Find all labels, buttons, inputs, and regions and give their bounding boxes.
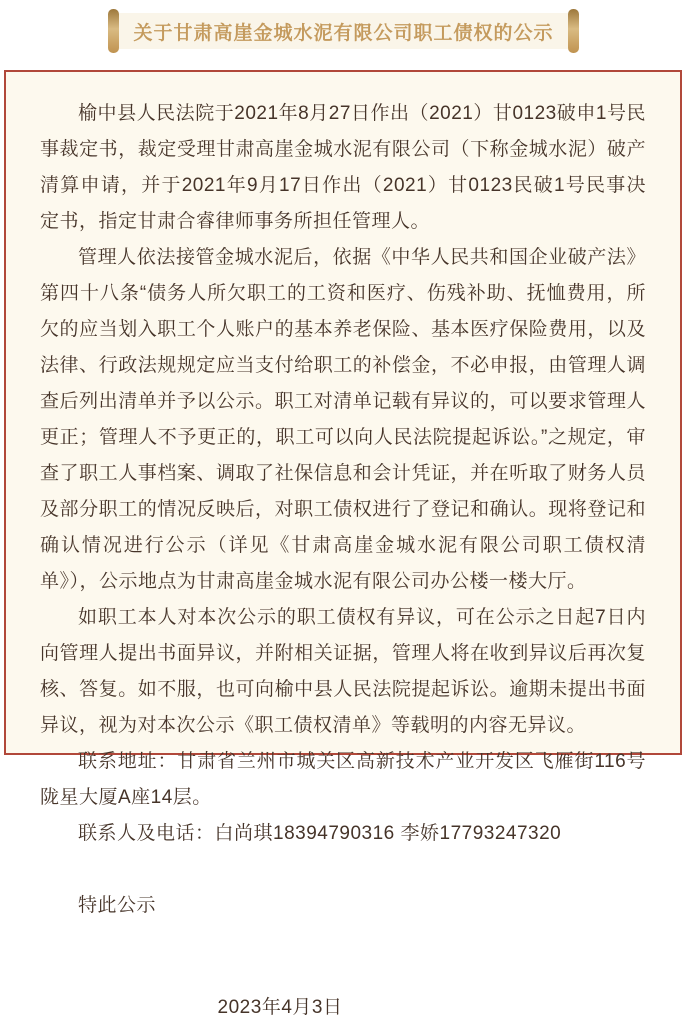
notice-date: 2023年4月3日 [217,997,343,1018]
notice-paragraph-contact-address: 联系地址：甘肃省兰州市城关区高新技术产业开发区飞雁街116号陇星大厦A座14层。 [40,751,646,808]
notice-paragraph: 榆中县人民法院于2021年8月27日作出（2021）甘0123破申1号民事裁定书，裁定受理甘肃高崖金城水泥有限公司（下称金城水泥）破产清算申请，并于2021年9月17日作出（2021）甘0123民破1号民事决定书，指定甘肃合睿律师事务所担任管理人。 [40,103,646,232]
notice-closing: 特此公示 [78,895,157,916]
page-title: 关于甘肃高崖金城水泥有限公司职工债权的公示 [133,22,554,44]
title-banner [0,9,687,53]
notice-paragraph: 管理人依法接管金城水泥后，依据《中华人民共和国企业破产法》第四十八条“债务人所欠职工的工资和医疗、伤残补助、抚恤费用，所欠的应当划入职工个人账户的基本养老保险、基本医疗保险费用，以及法律、行政法规规定应当支付给职工的补偿金，不必申报，由管理人调查后列出清单并予以公示。职工对清单记载有异议的，可以要求管理人更正；管理人不予更正的，职工可以向人民法院提起诉讼。”之规定，审查了职工人事档案、调取了社保信息和会计凭证，并在听取了财务人员及部分职工的情况反映后，对职工债权进行了登记和确认。现将登记和确认情况进行公示（详见《甘肃高崖金城水泥有限公司职工债权清单》），公示地点为甘肃高崖金城水泥有限公司办公楼一楼大厅。 [40,247,646,592]
banner-strip [119,13,567,49]
notice-body [4,70,682,1018]
banner-right-gold-bar-icon [568,9,579,53]
banner-left-gold-bar-icon [108,9,119,53]
notice-paragraph: 如职工本人对本次公示的职工债权有异议，可在公示之日起7日内向管理人提出书面异议，并附相关证据，管理人将在收到异议后再次复核、答复。如不服，也可向榆中县人民法院提起诉讼。逾期未提出书面异议，视为对本次公示《职工债权清单》等载明的内容无异议。 [40,607,646,736]
notice-paragraph-contact-phone: 联系人及电话：白尚琪18394790316 李娇17793247320 [78,823,562,844]
